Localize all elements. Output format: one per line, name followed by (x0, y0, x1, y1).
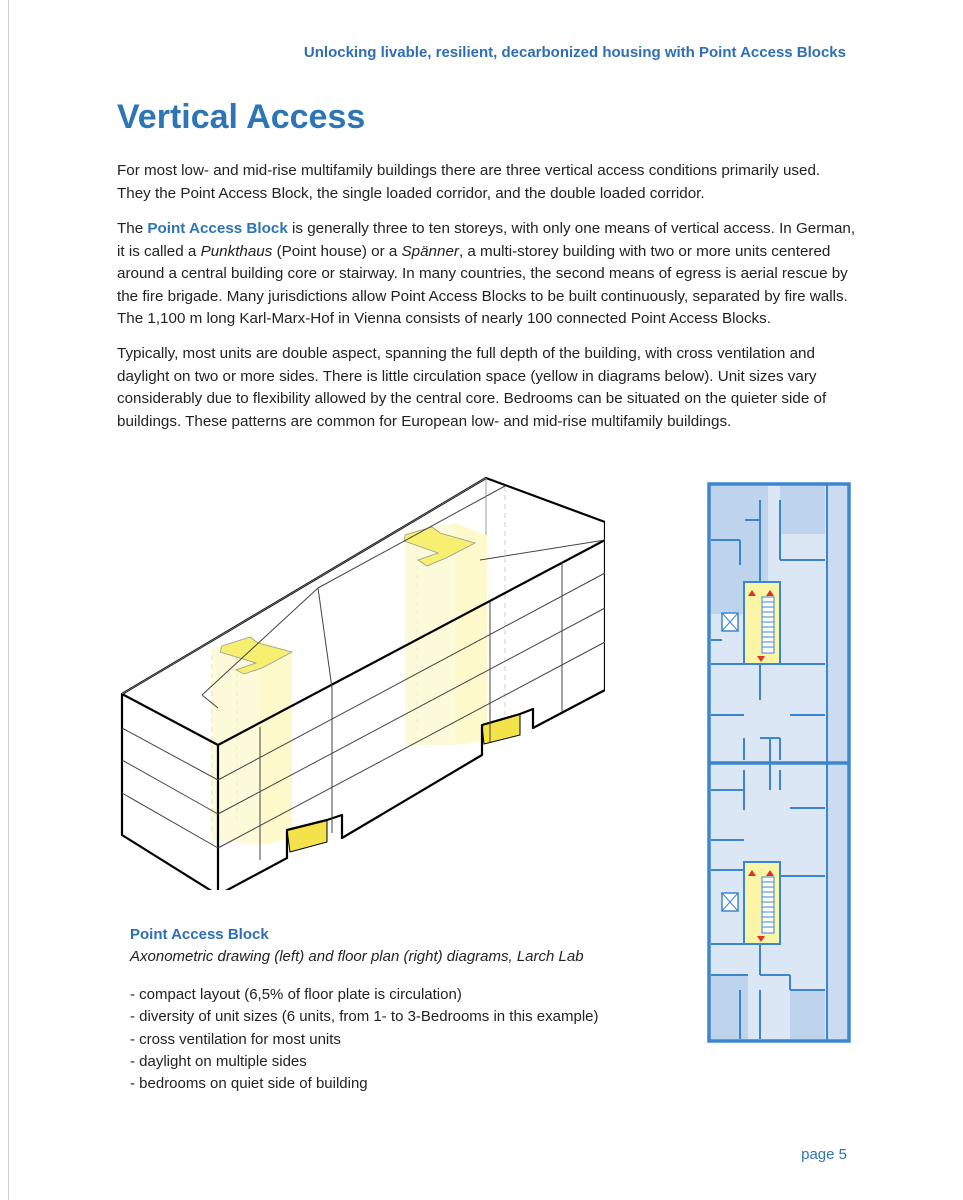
figure-title: Point Access Block (130, 926, 269, 943)
point-access-paragraph (117, 218, 857, 331)
running-header: Unlocking livable, resilient, decarbonized housing with Point Access Blocks (303, 44, 846, 61)
text-run: , a multi-storey building with two or more units centered around a central building core or stairway. In many countries, the second means of egress is aerial rescue by the fire brigade. Many jurisdictions allow Point Access Blocks to be built continuously, separated by fire walls. The 1,100 m long Karl-Marx-Hof in Vienna consists of nearly 100 connected Point Access Blocks. (117, 242, 848, 328)
list-item: - compact layout (6,5% of floor plate is circulation) (130, 986, 462, 1003)
list-item: - daylight on multiple sides (130, 1052, 307, 1070)
aspect-paragraph: Typically, most units are double aspect, spanning the full depth of the building, with cross ventilation and daylight on two or more sides. There is little circulation space (yellow in diagrams below). Unit sizes vary considerably due to flexibility allowed by the central core. Bedrooms can be situated on the quieter side of buildings. These patterns are common for European low- and mid-rise multifamily buildings. (117, 345, 827, 430)
term-highlight: Point Access Block (147, 220, 288, 237)
figure-caption: Axonometric drawing (left) and floor plan (right) diagrams, Larch Lab (130, 948, 584, 965)
list-item: - bedrooms on quiet side of building (130, 1075, 368, 1093)
term-italic: Spänner (401, 242, 459, 260)
feature-list (130, 984, 599, 1095)
intro-paragraph: For most low- and mid-rise multifamily buildings there are three vertical access conditions primarily used. They the Point Access Block, the single loaded corridor, and the double loaded corridor. (117, 162, 821, 202)
text-run: The (117, 220, 148, 237)
floor-plan (705, 480, 853, 1046)
list-item: - cross ventilation for most units (130, 1030, 341, 1048)
term-italic: Punkthaus (200, 242, 273, 260)
text-run: (Point house) or a (272, 242, 402, 260)
text-run: is generally three to ten storeys, with only one means of vertical access. In German, it is called a (117, 220, 856, 260)
page-number: page 5 (801, 1146, 847, 1163)
page-title: Vertical Access (117, 98, 366, 136)
axonometric-drawing (115, 470, 605, 890)
page-margin-line (8, 0, 9, 1200)
list-item: - diversity of unit sizes (6 units, from 1- to 3-Bedrooms in this example) (130, 1008, 599, 1026)
